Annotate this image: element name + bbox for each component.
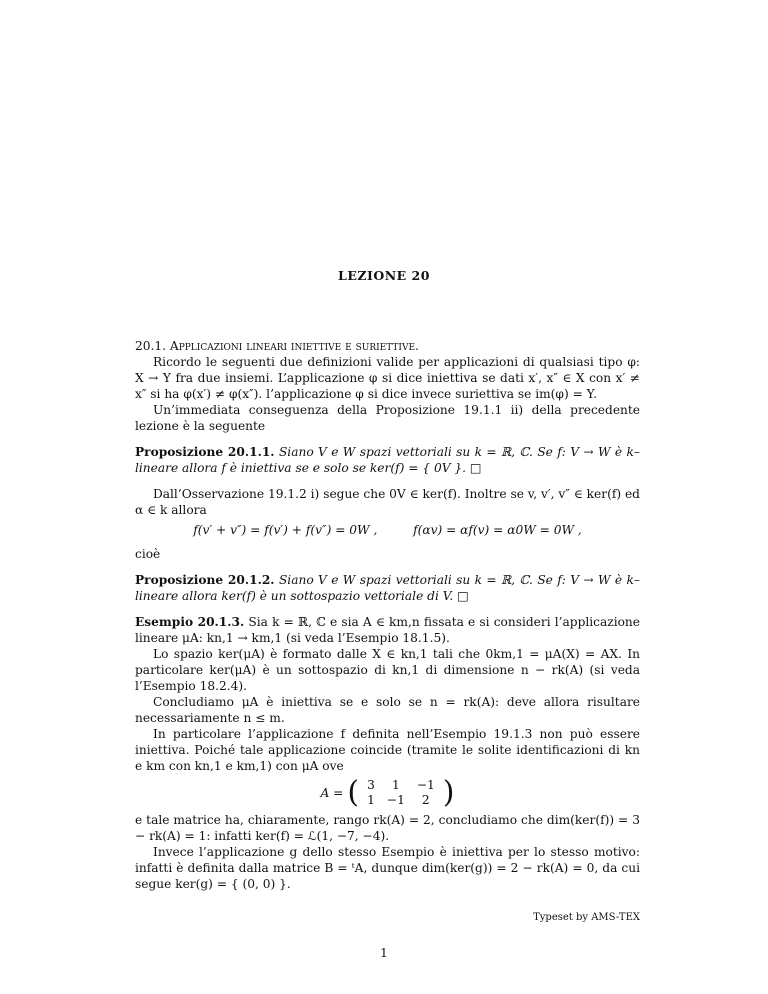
paragraph-definitions: Ricordo le seguenti due definizioni valide per applicazioni di qualsiasi tipo φ: X → Y fra due insiemi. L’applicazione φ si dice iniettiva se dati x′, x″ ∈ X con x′ ≠ x″ si ha φ(x′) ≠ φ(x″). l’applicazione φ si dice invece suriettiva se im(φ) = Y. (135, 355, 640, 401)
right-paren: ) (442, 775, 455, 810)
matrix-cell: 3 (367, 778, 375, 792)
example (135, 614, 640, 646)
matrix-A (135, 775, 640, 810)
equation-left: f(v′ + v″) = f(v′) + f(v″) = 0W , (193, 523, 378, 537)
proposition-2 (135, 572, 640, 604)
matrix-cell: −1 (386, 793, 405, 807)
paragraph-proof: Dall’Osservazione 19.1.2 i) segue che 0V ∈ ker(f). Inoltre se v, v′, v″ ∈ ker(f) ed α ∈ k allora (135, 487, 640, 517)
paragraph-cioe: cioè (135, 547, 161, 561)
equation-right: f(αv) = αf(v) = α0W = 0W , (413, 523, 582, 537)
matrix-entries (361, 778, 441, 808)
qed-symbol: □ (457, 589, 469, 603)
example-text: Sia k = ℝ, ℂ e sia A ∈ km,n fissata e si consideri l’applicazione lineare μA: kn,1 → km,1 (si veda l’Esempio 18.1.5). (135, 615, 640, 645)
section-title: Applicazioni lineari iniettive e suriettive. (169, 339, 419, 353)
qed-symbol: □ (469, 461, 482, 475)
proposition-1-label: Proposizione 20.1.1. (135, 445, 275, 459)
paragraph-application-g: Invece l’applicazione g dello stesso Esempio è iniettiva per lo stesso motivo: infatti è definita dalla matrice B = ᵗA, dunque dim(ker(g)) = 2 − rk(A) = 0, da cui segue ker(g) = { (0, 0) }. (135, 845, 640, 891)
page-number: 1 (380, 946, 388, 960)
section-heading (135, 338, 640, 354)
paragraph-rank: e tale matrice ha, chiaramente, rango rk(A) = 2, concludiamo che dim(ker(f)) = 3 − rk(A) = 1: infatti ker(f) = ℒ(1, −7, −4). (135, 813, 640, 843)
matrix-cell: −1 (416, 778, 435, 792)
equation-linearity (135, 522, 640, 538)
matrix-cell: 2 (421, 793, 430, 807)
proposition-1 (135, 444, 640, 476)
matrix-lhs: A = (320, 786, 344, 800)
paragraph-consequence: Un’immediata conseguenza della Proposizione 19.1.1 ii) della precedente lezione è la seguente (135, 403, 640, 433)
section-number: 20.1. (135, 339, 167, 353)
page-title: LEZIONE 20 (338, 268, 430, 283)
paragraph-injective: Concludiamo μA è iniettiva se e solo se n = rk(A): deve allora risultare necessariamente n ≤ m. (135, 695, 640, 725)
proposition-2-label: Proposizione 20.1.2. (135, 573, 275, 587)
proposition-2-text: Siano V e W spazi vettoriali su k = ℝ, ℂ. Se f: V → W è k–lineare allora ker(f) è un sottospazio vettoriale di V. (135, 573, 641, 603)
body-text (135, 338, 640, 892)
matrix-row (361, 793, 441, 808)
matrix-cell: 1 (367, 793, 375, 807)
matrix-cell: 1 (391, 778, 400, 792)
matrix-row (361, 778, 441, 793)
left-paren: ( (347, 775, 360, 810)
typeset-note: Typeset by AMS-TEX (533, 912, 640, 923)
paragraph-application-f: In particolare l’applicazione f definita nell’Esempio 19.1.3 non può essere iniettiva. Poiché tale applicazione coincide (tramite le solite identificazioni di kn e km con kn,1 e km,1) con μA ove (135, 727, 640, 773)
example-label: Esempio 20.1.3. (135, 615, 245, 629)
proposition-1-text: Siano V e W spazi vettoriali su k = ℝ, ℂ. Se f: V → W è k–lineare allora f è iniettiva se e solo se ker(f) = { 0V }. (135, 445, 641, 475)
paragraph-kernel: Lo spazio ker(μA) è formato dalle X ∈ kn,1 tali che 0km,1 = μA(X) = AX. In particolare ker(μA) è un sottospazio di kn,1 di dimensione n − rk(A) (si veda l’Esempio 18.2.4). (135, 647, 640, 693)
